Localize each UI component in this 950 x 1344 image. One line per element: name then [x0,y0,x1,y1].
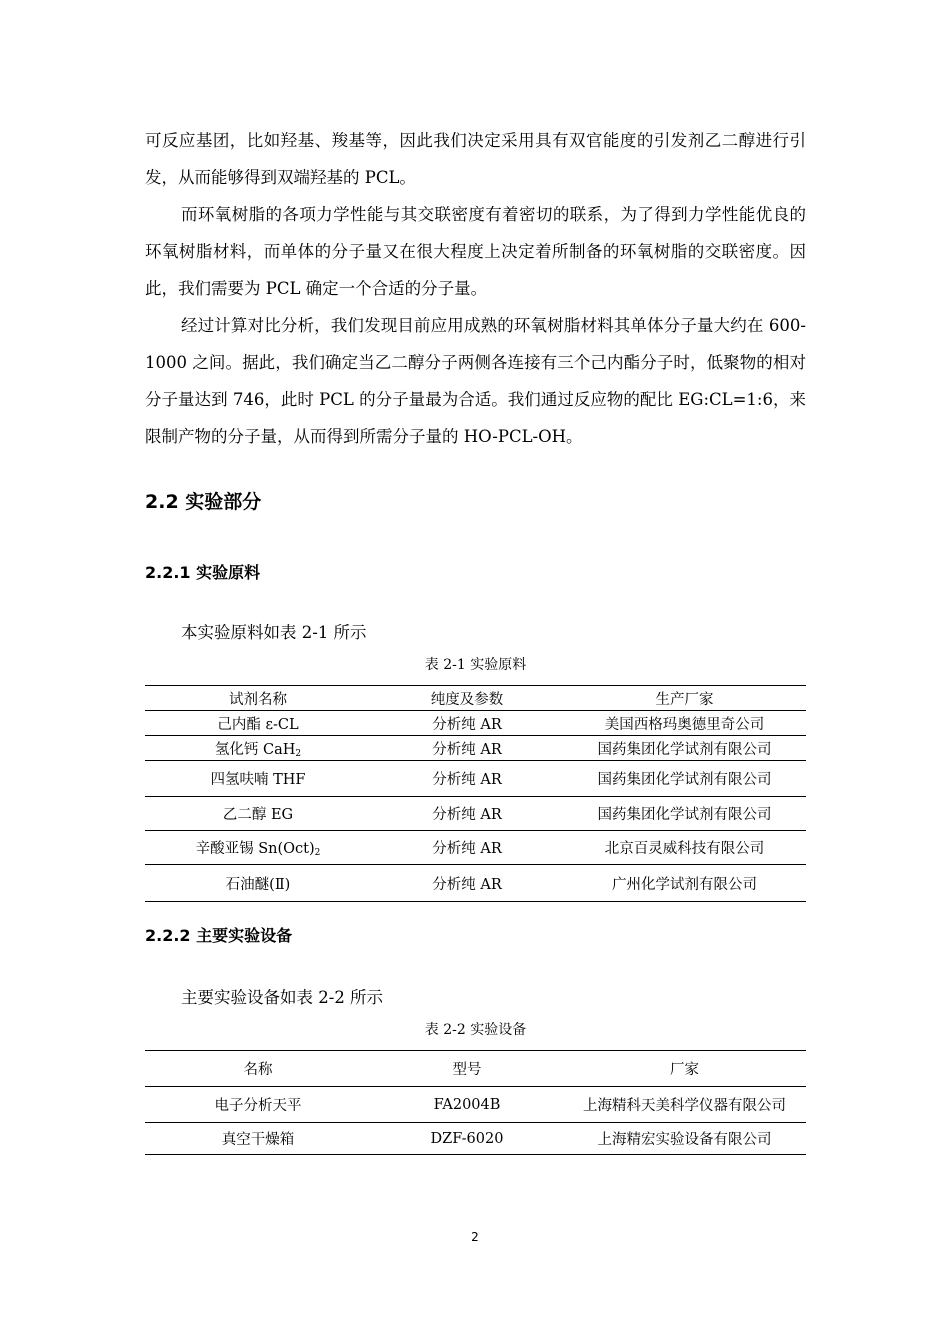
subsection-title-materials: 2.2.1 实验原料 [145,563,261,582]
table-header-row [145,1051,806,1087]
table-row [145,1123,806,1155]
reagent-purity: 分析纯 AR [371,711,563,736]
equipment-table [145,1050,806,1155]
materials-intro: 本实验原料如表 2-1 所示 [181,623,367,642]
reagent-maker: 国药集团化学试剂有限公司 [563,736,806,761]
reagent-purity: 分析纯 AR [371,797,563,831]
reagent-maker: 北京百灵威科技有限公司 [563,831,806,865]
reagent-purity: 分析纯 AR [371,761,563,797]
column-header: 试剂名称 [145,686,371,711]
table-row [145,797,806,831]
materials-table-caption: 表 2-1 实验原料 [424,657,527,673]
column-header: 纯度及参数 [371,686,563,711]
table-row [145,1087,806,1123]
reagent-name: 四氢呋喃 THF [145,761,371,797]
subsection-title-equipment: 2.2.2 主要实验设备 [145,926,293,945]
document-page [145,122,806,1155]
reagent-name: 乙二醇 EG [145,797,371,831]
reagent-name: 氢化钙 CaH$_2$ [145,736,371,761]
reagent-maker: 国药集团化学试剂有限公司 [563,761,806,797]
paragraph-3: 经过计算对比分析，我们发现目前应用成熟的环氧树脂材料其单体分子量大约在 600-1000 之间。据此，我们确定当乙二醇分子两侧各连接有三个己内酯分子时，低聚物的相对分子量达到 746，此时 PCL 的分子量最为合适。我们通过反应物的配比 EG:CL=1:6，来限制产物的分子量，从而得到所需分子量的 HO-PCL-OH。 [145,316,806,446]
table-row [145,736,806,761]
equipment-table-caption: 表 2-2 实验设备 [424,1022,527,1038]
equipment-maker: 上海精宏实验设备有限公司 [597,1132,772,1148]
column-header: 厂家 [563,1051,806,1087]
equipment-model: FA2004B [371,1087,563,1123]
section-title: 2.2 实验部分 [145,491,262,513]
equipment-intro: 主要实验设备如表 2-2 所示 [181,988,384,1007]
table-row [145,711,806,736]
materials-table [145,685,806,902]
equipment-name: 电子分析天平 [145,1087,371,1123]
table-row [145,865,806,902]
equipment-model: DZF-6020 [430,1130,504,1147]
paragraph-1: 可反应基团，比如羟基、羧基等，因此我们决定采用具有双官能度的引发剂乙二醇进行引发，从而能够得到双端羟基的 PCL。 [145,131,806,187]
reagent-name: 己内酯 ε-CL [145,711,371,736]
reagent-name: 辛酸亚锡 $Sn(Oct)_2$ [145,831,371,865]
reagent-purity: 分析纯 AR [432,876,502,893]
reagent-purity: 分析纯 AR [371,736,563,761]
equipment-maker: 上海精科天美科学仪器有限公司 [563,1087,806,1123]
reagent-maker: 国药集团化学试剂有限公司 [563,797,806,831]
reagent-maker: 美国西格玛奥德里奇公司 [563,711,806,736]
page-number: 2 [471,1230,479,1244]
column-header: 型号 [371,1051,563,1087]
reagent-purity: 分析纯 AR [371,831,563,865]
column-header: 生产厂家 [563,686,806,711]
table-header-row [145,686,806,711]
equipment-name: 真空干燥箱 [221,1132,295,1148]
paragraph-2: 而环氧树脂的各项力学性能与其交联密度有着密切的联系，为了得到力学性能优良的环氧树脂材料，而单体的分子量又在很大程度上决定着所制备的环氧树脂的交联密度。因此，我们需要为 PCL 确定一个合适的分子量。 [145,205,806,298]
column-header: 名称 [145,1051,371,1087]
table-row [145,761,806,797]
reagent-maker: 广州化学试剂有限公司 [612,876,757,893]
reagent-name: 石油醚(Ⅱ) [225,876,291,893]
table-row [145,831,806,865]
